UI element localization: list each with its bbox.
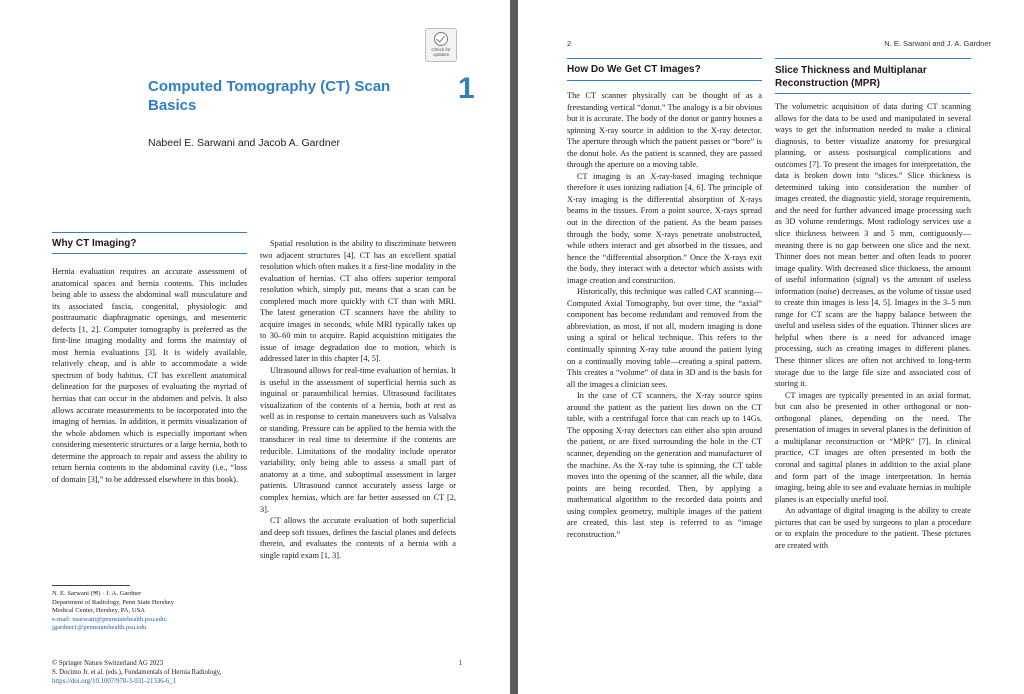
section-rule bbox=[775, 58, 971, 59]
chapter-title: Computed Tomography (CT) Scan Basics bbox=[148, 78, 391, 114]
footnote-rule bbox=[52, 585, 130, 586]
section-rule bbox=[52, 253, 247, 254]
citation: S. Docimo Jr. et al. (eds.), Fundamentals of Hernia Radiology, bbox=[52, 669, 222, 676]
column-2 bbox=[260, 238, 456, 561]
paragraph: CT images are typically presented in an axial format, but can also be presented in other orthogonal or non-orthogonal planes, depending on the need. The presentation of images in several planes is the definition of a multiplanar reconstruction or “MPR” [7]. In clinical practice, CT images are often presented in both the coronal and sagittal planes in addition to the axial plane and form part of the image interpretation. In hernia imaging, being able to see and evaluate hernias in multiple planes is an especially useful tool. bbox=[775, 390, 971, 504]
email-link[interactable]: e-mail: nsarwani@pennstatehealth.psu.edu; bbox=[52, 615, 168, 623]
paragraph: Hernia evaluation requires an accurate assessment of anatomical spaces and hernia contents. This includes being able to assess the abdominal wall musculature and its associated fascia, congenital, physiologic and posttraumatic diaphragmatic openings, and mesenteric defects [1, 2]. Computer tomography is preferred as the first-line imaging modality and forms the mainstay of most hernia evaluations [3]. It is widely available, relatively cheap, and is able to accommodate a wide spectrum of body habitus. CT has excellent anatomical delineation for the purposes of evaluating the myriad of hernias that can occur in the abdomen and pelvis. It also allows accurate measurements to be incorporated into the imaging of hernias. In addition, it permits visualization of the whole abdomen which is especially important when considering mesenteric structures or a large hernia, both to determine the approach to repair and assess the ability to return hernia contents to the abdominal cavity (i.e., “loss of domain [3],” to be addressed elsewhere in this book). bbox=[52, 267, 247, 484]
paragraph: CT allows the accurate evaluation of both superficial and deep soft tissues, defines the fascial planes and defects therein, and evaluates the contents of a hernia with a single rapid exam [1, 3]. bbox=[260, 516, 456, 560]
paragraph: Ultrasound allows for real-time evaluation of hernias. It is useful in the assessment of superficial hernia such as inguinal or paraumbilical hernias. Ultrasound facilitates visualization of the contents of a hernia, both at rest as well as in response to certain maneuvers such as Valsalva or standing. Pressure can be applied to the hernia with the transducer in real time to determine if the contents are reducible. Limitations of the modality include operator variability, only being able to assess a small part of anatomy at a time, and suboptimal assessment in larger patients. Ultrasound cannot accurately assess large or complex hernias, which are far better assessed on CT [2, 3]. bbox=[260, 366, 456, 514]
page-2 bbox=[518, 0, 1024, 694]
page-1 bbox=[0, 0, 510, 694]
column-1 bbox=[567, 90, 762, 540]
section-rule bbox=[52, 232, 247, 233]
column-2 bbox=[775, 101, 971, 551]
running-head: N. E. Sarwani and J. A. Gardner bbox=[884, 39, 991, 48]
page-number: 1 bbox=[458, 660, 462, 667]
section-heading-slice-thickness: Slice Thickness and Multiplanar Reconstruction (MPR) bbox=[775, 65, 927, 89]
paragraph: In the case of CT scanners, the X-ray source spins around the patient as the patient lies down on the CT table, with a centrifugal force that can reach up to 14Gs. The opposing X-ray detectors can either also spin around the patient, or are fixed surrounding the hole in the CT scanner, depending on the generation and manufacturer of the machine. As the X-ray tube is spinning, the CT table moves into the opening of the scanner, all the while, data points are being recorded. Then, by applying a mathematical algorithm to the recorded data points and using complex geometry, multiple images of the patient are created, this last step is referred to as “image reconstruction.” bbox=[567, 391, 762, 539]
section-rule bbox=[775, 93, 971, 94]
page-footer bbox=[52, 659, 462, 686]
paragraph: The CT scanner physically can be thought of as a freestanding vertical “donut.” The analogy is a bit obvious but it is accurate. The body of the donut or gantry houses a spinning X-ray source in addition to the X-ray detector. The aperture through which the patient passes or “bore” is the donut hole. As the patient is scanned, they are passed through the aperture on a moving table. bbox=[567, 91, 763, 170]
check-for-updates-badge[interactable] bbox=[425, 28, 457, 62]
badge-line-1: Check for bbox=[431, 47, 451, 52]
badge-line-2: updates bbox=[432, 52, 449, 57]
email-link[interactable]: jgardner1@pennstatehealth.psu.edu bbox=[52, 624, 147, 632]
doi-link[interactable]: https://doi.org/10.1007/978-3-031-21336-6_1 bbox=[52, 678, 177, 685]
author-affiliation bbox=[52, 590, 252, 633]
section-heading-why-ct: Why CT Imaging? bbox=[52, 238, 137, 249]
copyright: © Springer Nature Switzerland AG 2023 bbox=[52, 660, 164, 667]
page-number: 2 bbox=[567, 39, 572, 48]
paragraph: The volumetric acquisition of data during CT scanning allows for the data to be used and manipulated in several ways to get the information needed to make a clinical diagnosis, to better visualize anatomy for presurgical planning, or assess postsurgical complications and outcomes [7]. To present the images for interpretation, the data is broken down into “slices.” Slice thickness is determined taking into consideration the number of images created, the diagnostic yield, storage requirements, and the need for further advanced image processing such as 3D volume renderings. Most radiology services use a slice thickness between 3 and 5 mm, contiguously—meaning there is no gap between one slice and the next. Thinner does not mean better and often leads to poorer image quality. With decreased slice thickness, the amount of useful information (signal) vs the amount of useless information (noise) decreases, as the volume of tissue used to create thin images is less [4, 5]. Images in the 3–5 mm range for CT scans are the happy balance between the useful and useless sides of the equation. Thinner slices are helpful when there is a need for advanced image processing, such as creating images in different planes. These thinner slices are often not archived to long-term storage due to the large file size and associated cost of storing it. bbox=[775, 102, 971, 389]
paragraph: Spatial resolution is the ability to discriminate between two adjacent structures [4]. CT has an excellent spatial resolution which often makes it a first-line modality in the evaluation of hernias. CT also offers superior temporal resolution which, simply put, means that a scan can be completed much more quickly with CT than with MRI. The latest generation CT scanners have the ability to acquire images in seconds, while MRI typically takes up to 30–60 min to acquire. Rapid acquisition mitigates the issue of image degradation due to motion, which is addressed later in this chapter [4, 5]. bbox=[260, 239, 456, 364]
chapter-authors: Nabeel E. Sarwani and Jacob A. Gardner bbox=[148, 137, 341, 149]
section-rule bbox=[567, 58, 762, 59]
section-heading-how-ct: How Do We Get CT Images? bbox=[567, 64, 701, 75]
affiliation-department: Department of Radiology, Penn State Hershey bbox=[52, 598, 174, 606]
paragraph: Historically, this technique was called CAT scanning—Computed Axial Tomography, but over time, the “axial” component has become redundant and removed from the abbreviation, as most, if not all, modern imaging is done using a spiral or helical technique. This refers to the continually spinning X-ray tube around the patient lying on a continually moving table—creating a spiral pattern. This creates a “volume” of data in 3D and is the basis for all the images a clinician sees. bbox=[567, 287, 762, 389]
affiliation-names: N. E. Sarwani (✉) · J. A. Gardner bbox=[52, 590, 142, 597]
column-1 bbox=[52, 266, 247, 485]
paragraph: An advantage of digital imaging is the ability to create pictures that can be used by surgeons to plan a procedure or to explain the procedure to the patient. These pictures are created with bbox=[775, 506, 971, 550]
checkmark-icon bbox=[434, 32, 448, 46]
affiliation-center: Medical Center, Hershey, PA, USA bbox=[52, 607, 146, 615]
paragraph: CT imaging is an X-ray-based imaging technique therefore it uses ionizing radiation [4, 6]. The principle of X-ray imaging is the differential absorption of X-rays beams in the tissues. From a point source, X-rays spread out in the direction of the patient. As the beam passes through the body, some X-rays penetrate unobstructed, while others interact and get absorbed in the tissues, and hence the “differential absorption.” Once the X-rays exit the body, they interact with a detector which assists with image creation and construction. bbox=[567, 171, 762, 285]
chapter-number: 1 bbox=[458, 72, 475, 105]
section-rule bbox=[567, 80, 762, 81]
